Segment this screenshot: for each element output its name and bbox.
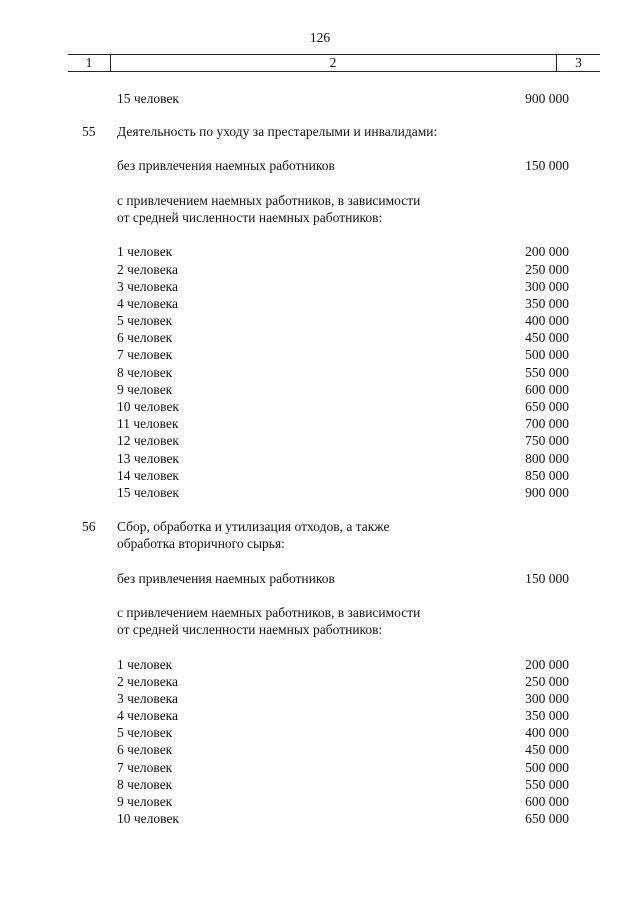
table-row bbox=[0, 793, 640, 810]
row-amount: 350 000 bbox=[525, 708, 569, 724]
header-col-3: 3 bbox=[575, 55, 582, 70]
row-amount: 900 000 bbox=[525, 484, 569, 500]
table-row bbox=[0, 776, 640, 793]
row-amount: 600 000 bbox=[525, 381, 569, 397]
no-hire-amount: 150 000 bbox=[525, 158, 569, 174]
row-label: 8 человек bbox=[117, 364, 173, 380]
row-amount: 550 000 bbox=[525, 364, 569, 380]
table-row bbox=[0, 450, 640, 467]
row-amount: 450 000 bbox=[525, 330, 569, 346]
row-label: 7 человек bbox=[117, 347, 173, 363]
row-amount: 200 000 bbox=[525, 244, 569, 260]
row-amount: 850 000 bbox=[525, 467, 569, 483]
hire-text: с привлечением наемных работников, в зависимости bbox=[117, 604, 421, 620]
row-label: 1 человек bbox=[117, 244, 173, 260]
row-amount: 250 000 bbox=[525, 261, 569, 277]
section-number: 55 bbox=[82, 124, 96, 139]
employee-rows bbox=[0, 243, 640, 501]
row-amount: 600 000 bbox=[525, 794, 569, 809]
section-title: Деятельность по уходу за престарелыми и инвалидами: bbox=[117, 124, 438, 139]
row-label: 11 человек bbox=[117, 416, 179, 432]
row-amount: 400 000 bbox=[525, 313, 569, 329]
table-row bbox=[0, 741, 640, 758]
row-label: 8 человек bbox=[117, 776, 173, 792]
table-row bbox=[0, 90, 640, 107]
table-row bbox=[0, 398, 640, 415]
header-col-1: 1 bbox=[68, 55, 111, 71]
row-amount: 400 000 bbox=[525, 725, 569, 741]
table-row bbox=[0, 295, 640, 312]
row-label: 4 человека bbox=[117, 295, 179, 311]
table-row bbox=[0, 329, 640, 346]
row-amount: 650 000 bbox=[525, 399, 569, 414]
table-row bbox=[0, 278, 640, 295]
table-row bbox=[0, 690, 640, 707]
row-amount: 300 000 bbox=[525, 690, 569, 706]
row-label: 5 человек bbox=[117, 725, 173, 741]
table-row bbox=[0, 432, 640, 449]
table-row bbox=[0, 364, 640, 381]
row-label: 4 человека bbox=[117, 708, 179, 724]
row-amount: 700 000 bbox=[525, 416, 569, 432]
row-amount: 750 000 bbox=[525, 433, 569, 449]
header-col-2: 2 bbox=[110, 55, 557, 71]
table-row bbox=[0, 724, 640, 741]
section-title-row bbox=[0, 518, 640, 535]
table-row bbox=[0, 415, 640, 432]
table-row bbox=[0, 346, 640, 363]
hire-text-line bbox=[0, 209, 640, 226]
row-label: 5 человек bbox=[117, 313, 173, 329]
continued-block bbox=[0, 90, 640, 107]
row-amount: 300 000 bbox=[525, 278, 569, 294]
table-row bbox=[0, 381, 640, 398]
table-row bbox=[0, 810, 640, 827]
hire-text: от средней численности наемных работников: bbox=[117, 209, 383, 225]
section-title-row bbox=[0, 123, 640, 140]
row-amount: 900 000 bbox=[525, 91, 569, 106]
no-hire-amount: 150 000 bbox=[525, 570, 569, 586]
table-row bbox=[0, 707, 640, 724]
row-label: 7 человек bbox=[117, 759, 173, 775]
table-row bbox=[0, 759, 640, 776]
row-label: 14 человек bbox=[117, 467, 179, 483]
no-hire-label: без привлечения наемных работников bbox=[117, 570, 335, 586]
section-55 bbox=[0, 123, 640, 501]
row-amount: 650 000 bbox=[525, 811, 569, 827]
no-hire-label: без привлечения наемных работников bbox=[117, 158, 335, 174]
no-hire-row bbox=[0, 570, 640, 587]
no-hire-row bbox=[0, 157, 640, 174]
row-label: 12 человек bbox=[117, 433, 179, 449]
row-label: 9 человек bbox=[117, 794, 173, 809]
row-label: 10 человек bbox=[117, 399, 179, 414]
row-amount: 500 000 bbox=[525, 347, 569, 363]
employee-rows bbox=[0, 656, 640, 828]
section-title: обработка вторичного сырья: bbox=[117, 536, 285, 552]
section-title-row bbox=[0, 535, 640, 552]
row-label: 6 человек bbox=[117, 742, 173, 758]
page-number: 126 bbox=[309, 30, 331, 45]
section-56 bbox=[0, 518, 640, 827]
row-label: 3 человека bbox=[117, 690, 179, 706]
row-amount: 500 000 bbox=[525, 759, 569, 775]
row-label: 9 человек bbox=[117, 381, 173, 397]
table-row bbox=[0, 656, 640, 673]
table-row bbox=[0, 484, 640, 501]
section-title: Сбор, обработка и утилизация отходов, а также bbox=[117, 519, 390, 534]
row-label: 2 человека bbox=[117, 261, 179, 277]
row-label: 3 человека bbox=[117, 278, 179, 294]
row-label: 13 человек bbox=[117, 450, 179, 466]
row-amount: 450 000 bbox=[525, 742, 569, 758]
row-amount: 250 000 bbox=[525, 673, 569, 689]
row-amount: 200 000 bbox=[525, 656, 569, 672]
row-amount: 550 000 bbox=[525, 776, 569, 792]
table-row bbox=[0, 467, 640, 484]
table-row bbox=[0, 261, 640, 278]
section-number: 56 bbox=[82, 519, 96, 534]
hire-text-line bbox=[0, 604, 640, 621]
table-header bbox=[68, 54, 600, 72]
table-row bbox=[0, 243, 640, 260]
table-row bbox=[0, 673, 640, 690]
hire-text-line bbox=[0, 621, 640, 638]
row-amount: 800 000 bbox=[525, 450, 569, 466]
hire-text-line bbox=[0, 192, 640, 209]
row-label: 15 человек bbox=[117, 91, 179, 106]
hire-text: от средней численности наемных работников: bbox=[117, 622, 383, 638]
row-label: 2 человека bbox=[117, 673, 179, 689]
row-label: 15 человек bbox=[117, 484, 179, 500]
table-row bbox=[0, 312, 640, 329]
row-label: 10 человек bbox=[117, 811, 179, 827]
hire-text: с привлечением наемных работников, в зависимости bbox=[117, 192, 421, 208]
row-label: 1 человек bbox=[117, 656, 173, 672]
row-amount: 350 000 bbox=[525, 295, 569, 311]
row-label: 6 человек bbox=[117, 330, 173, 346]
